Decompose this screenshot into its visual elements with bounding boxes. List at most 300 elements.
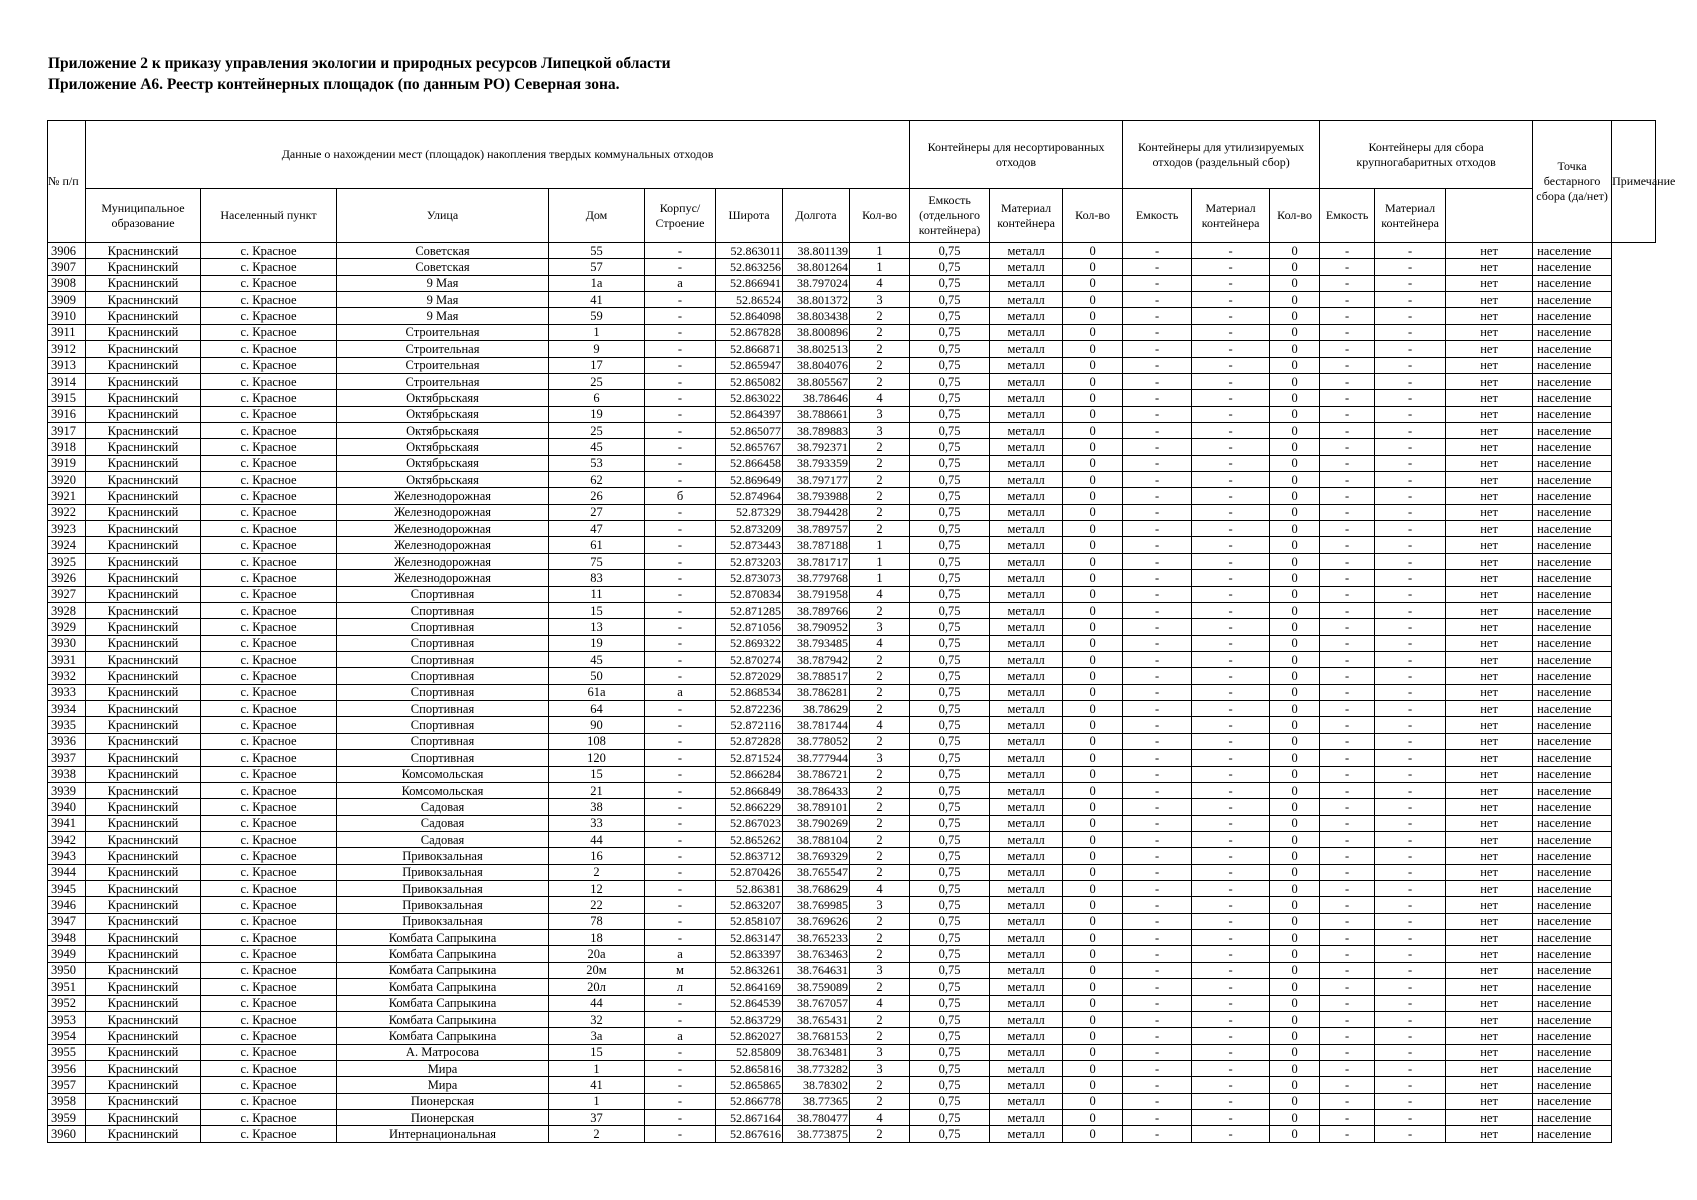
municipality-cell: Краснинский (86, 651, 201, 667)
recyclable-material-cell: - (1192, 848, 1270, 864)
street-cell: Октябрьскаяя (337, 472, 549, 488)
unsorted-capacity-cell: 0,75 (910, 570, 990, 586)
recyclable-count-cell: 0 (1063, 864, 1123, 880)
bagless-cell: нет (1446, 635, 1533, 651)
recyclable-material-cell: - (1192, 357, 1270, 373)
unsorted-material-cell: металл (990, 619, 1063, 635)
building-cell: - (645, 586, 716, 602)
bulky-material-cell: - (1375, 1077, 1446, 1093)
house-cell: 19 (549, 635, 645, 651)
recyclable-capacity-cell: - (1123, 357, 1192, 373)
row-number: 3927 (48, 586, 86, 602)
latitude-cell: 52.873209 (716, 521, 783, 537)
recyclable-count-cell: 0 (1063, 668, 1123, 684)
bulky-material-cell: - (1375, 1126, 1446, 1142)
locality-cell: с. Красное (201, 243, 337, 259)
municipality-cell: Краснинский (86, 1011, 201, 1027)
unsorted-material-cell: металл (990, 668, 1063, 684)
unsorted-material-cell: металл (990, 439, 1063, 455)
street-cell: Октябрьскаяя (337, 406, 549, 422)
building-cell: - (645, 243, 716, 259)
longitude-cell: 38.763481 (783, 1044, 850, 1060)
recyclable-group-header: Контейнеры для утилизируемых отходов (раздельный сбор) (1123, 121, 1320, 189)
recyclable-capacity-cell: - (1123, 897, 1192, 913)
building-cell: - (645, 995, 716, 1011)
locality-cell: с. Красное (201, 651, 337, 667)
bagless-cell: нет (1446, 259, 1533, 275)
recyclable-material-cell: - (1192, 1110, 1270, 1126)
latitude-cell: 52.873203 (716, 553, 783, 569)
row-number: 3924 (48, 537, 86, 553)
bagless-cell: нет (1446, 373, 1533, 389)
longitude-cell: 38.791958 (783, 586, 850, 602)
unsorted-material-cell: металл (990, 897, 1063, 913)
bulky-material-cell: - (1375, 881, 1446, 897)
bulky-capacity-cell: - (1320, 766, 1375, 782)
building-cell: - (645, 635, 716, 651)
note-cell: население (1533, 422, 1612, 438)
bulky-material-cell: - (1375, 537, 1446, 553)
unsorted-capacity-cell: 0,75 (910, 1077, 990, 1093)
recyclable-capacity-cell: - (1123, 406, 1192, 422)
bulky-capacity-cell: - (1320, 439, 1375, 455)
longitude-cell: 38.769329 (783, 848, 850, 864)
longitude-cell: 38.794428 (783, 504, 850, 520)
unsorted-count-cell: 4 (850, 881, 910, 897)
unsorted-count-cell: 2 (850, 766, 910, 782)
building-cell: - (645, 373, 716, 389)
unsorted-capacity-cell: 0,75 (910, 651, 990, 667)
municipality-cell: Краснинский (86, 635, 201, 651)
latitude-cell: 52.867023 (716, 815, 783, 831)
building-cell: л (645, 979, 716, 995)
unsorted-capacity-cell: 0,75 (910, 390, 990, 406)
house-header: Дом (549, 189, 645, 243)
latitude-cell: 52.871285 (716, 602, 783, 618)
bulky-capacity-cell: - (1320, 259, 1375, 275)
bagless-cell: нет (1446, 782, 1533, 798)
locality-cell: с. Красное (201, 831, 337, 847)
note-cell: население (1533, 504, 1612, 520)
longitude-cell: 38.802513 (783, 341, 850, 357)
unsorted-count-cell: 2 (850, 521, 910, 537)
note-cell: население (1533, 766, 1612, 782)
unsorted-capacity-cell: 0,75 (910, 701, 990, 717)
house-cell: 15 (549, 1044, 645, 1060)
municipality-cell: Краснинский (86, 553, 201, 569)
municipality-cell: Краснинский (86, 815, 201, 831)
table-row (48, 619, 1656, 635)
row-number: 3915 (48, 390, 86, 406)
bulky-material-cell: - (1375, 815, 1446, 831)
bulky-count-cell: 0 (1270, 324, 1320, 340)
house-cell: 20м (549, 962, 645, 978)
street-cell: Пионерская (337, 1110, 549, 1126)
municipality-cell: Краснинский (86, 537, 201, 553)
unsorted-count-cell: 2 (850, 979, 910, 995)
note-cell: население (1533, 1077, 1612, 1093)
bulky-material-cell: - (1375, 717, 1446, 733)
house-cell: 61а (549, 684, 645, 700)
unsorted-count-cell: 1 (850, 243, 910, 259)
recyclable-capacity-cell: - (1123, 1110, 1192, 1126)
unsorted-count-cell: 2 (850, 472, 910, 488)
row-number: 3958 (48, 1093, 86, 1109)
bulky-count-cell: 0 (1270, 292, 1320, 308)
recyclable-count-cell: 0 (1063, 357, 1123, 373)
house-cell: 45 (549, 439, 645, 455)
municipality-cell: Краснинский (86, 979, 201, 995)
unsorted-count-cell: 3 (850, 292, 910, 308)
longitude-cell: 38.788661 (783, 406, 850, 422)
unsorted-count-cell: 2 (850, 357, 910, 373)
row-number: 3947 (48, 913, 86, 929)
municipality-cell: Краснинский (86, 357, 201, 373)
unsorted-material-cell: металл (990, 799, 1063, 815)
row-number: 3933 (48, 684, 86, 700)
recyclable-capacity-cell: - (1123, 1077, 1192, 1093)
unsorted-capacity-cell: 0,75 (910, 341, 990, 357)
locality-header: Населенный пункт (201, 189, 337, 243)
recyclable-material-cell: - (1192, 962, 1270, 978)
recyclable-material-cell: - (1192, 1028, 1270, 1044)
unsorted-material-cell: металл (990, 586, 1063, 602)
note-cell: население (1533, 962, 1612, 978)
street-cell: 9 Мая (337, 292, 549, 308)
bulky-count-cell: 0 (1270, 1126, 1320, 1142)
note-cell: население (1533, 341, 1612, 357)
longitude-cell: 38.773282 (783, 1060, 850, 1076)
street-cell: Железнодорожная (337, 570, 549, 586)
bulky-count-cell: 0 (1270, 946, 1320, 962)
note-cell: население (1533, 472, 1612, 488)
building-cell: - (645, 1126, 716, 1142)
latitude-cell: 52.866849 (716, 782, 783, 798)
municipality-cell: Краснинский (86, 848, 201, 864)
unsorted-material-cell: металл (990, 750, 1063, 766)
building-header: Корпус/ Строение (645, 189, 716, 243)
municipality-cell: Краснинский (86, 324, 201, 340)
table-row (48, 259, 1656, 275)
bulky-count-cell: 0 (1270, 766, 1320, 782)
bulky-capacity-cell: - (1320, 913, 1375, 929)
unsorted-capacity-cell: 0,75 (910, 243, 990, 259)
municipality-cell: Краснинский (86, 341, 201, 357)
unsorted-count-cell: 4 (850, 1110, 910, 1126)
bulky-count-cell: 0 (1270, 651, 1320, 667)
recyclable-count-cell: 0 (1063, 733, 1123, 749)
recyclable-material-cell: - (1192, 979, 1270, 995)
street-cell: Октябрьскаяя (337, 422, 549, 438)
latitude-cell: 52.865082 (716, 373, 783, 389)
note-cell: население (1533, 602, 1612, 618)
recyclable-capacity-cell: - (1123, 537, 1192, 553)
latitude-cell: 52.865262 (716, 831, 783, 847)
bagless-cell: нет (1446, 455, 1533, 471)
row-number: 3929 (48, 619, 86, 635)
row-number: 3912 (48, 341, 86, 357)
latitude-cell: 52.873073 (716, 570, 783, 586)
municipality-cell: Краснинский (86, 439, 201, 455)
unsorted-count-cell: 2 (850, 733, 910, 749)
bagless-cell: нет (1446, 341, 1533, 357)
table-row (48, 439, 1656, 455)
bulky-capacity-cell: - (1320, 455, 1375, 471)
row-number: 3959 (48, 1110, 86, 1126)
table-row (48, 357, 1656, 373)
latitude-cell: 52.867616 (716, 1126, 783, 1142)
unsorted-material-cell: металл (990, 357, 1063, 373)
building-cell: - (645, 717, 716, 733)
building-cell: - (645, 602, 716, 618)
building-cell: - (645, 308, 716, 324)
recyclable-material-cell: - (1192, 537, 1270, 553)
latitude-cell: 52.863022 (716, 390, 783, 406)
building-cell: - (645, 782, 716, 798)
unsorted-count-cell: 2 (850, 308, 910, 324)
document-subtitle: Приложение А6. Реестр контейнерных площадок (по данным РО) Северная зона. (48, 76, 620, 93)
row-number: 3925 (48, 553, 86, 569)
locality-cell: с. Красное (201, 717, 337, 733)
unsorted-material-cell: металл (990, 766, 1063, 782)
bulky-material-cell: - (1375, 243, 1446, 259)
street-cell: Комбата Сапрыкина (337, 979, 549, 995)
house-cell: 44 (549, 831, 645, 847)
longitude-cell: 38.797177 (783, 472, 850, 488)
bulky-capacity-cell: - (1320, 1060, 1375, 1076)
locality-cell: с. Красное (201, 586, 337, 602)
table-row (48, 750, 1656, 766)
recyclable-capacity-cell: - (1123, 684, 1192, 700)
note-cell: население (1533, 733, 1612, 749)
recyclable-material-cell: - (1192, 455, 1270, 471)
building-cell: - (645, 1060, 716, 1076)
row-number: 3955 (48, 1044, 86, 1060)
table-row (48, 1011, 1656, 1027)
building-cell: а (645, 946, 716, 962)
table-row (48, 930, 1656, 946)
recyclable-capacity-cell: - (1123, 995, 1192, 1011)
row-number: 3926 (48, 570, 86, 586)
recyclable-capacity-cell: - (1123, 422, 1192, 438)
unsorted-material-cell: металл (990, 243, 1063, 259)
bagless-cell: нет (1446, 766, 1533, 782)
longitude-cell: 38.789757 (783, 521, 850, 537)
locality-cell: с. Красное (201, 1011, 337, 1027)
locality-cell: с. Красное (201, 488, 337, 504)
table-row (48, 422, 1656, 438)
longitude-cell: 38.804076 (783, 357, 850, 373)
recyclable-count-cell: 0 (1063, 1110, 1123, 1126)
recyclable-capacity-cell: - (1123, 1060, 1192, 1076)
municipality-cell: Краснинский (86, 472, 201, 488)
street-cell: Привокзальная (337, 913, 549, 929)
house-cell: 1а (549, 275, 645, 291)
house-cell: 37 (549, 1110, 645, 1126)
recyclable-material-cell: - (1192, 243, 1270, 259)
bulky-capacity-cell: - (1320, 979, 1375, 995)
note-cell: население (1533, 259, 1612, 275)
latitude-cell: 52.869649 (716, 472, 783, 488)
house-cell: 20л (549, 979, 645, 995)
unsorted-material-cell: металл (990, 1077, 1063, 1093)
bulky-material-cell: - (1375, 259, 1446, 275)
bulky-material-cell: - (1375, 619, 1446, 635)
locality-cell: с. Красное (201, 553, 337, 569)
table-row (48, 782, 1656, 798)
table-row (48, 799, 1656, 815)
table-row (48, 897, 1656, 913)
bulky-capacity-cell: - (1320, 995, 1375, 1011)
house-cell: 1 (549, 324, 645, 340)
unsorted-material-cell: металл (990, 995, 1063, 1011)
table-row (48, 881, 1656, 897)
unsorted-capacity-cell: 0,75 (910, 668, 990, 684)
house-cell: 22 (549, 897, 645, 913)
bulky-capacity-cell: - (1320, 1093, 1375, 1109)
street-cell: Спортивная (337, 701, 549, 717)
street-cell: Привокзальная (337, 897, 549, 913)
table-row (48, 243, 1656, 259)
latitude-cell: 52.863207 (716, 897, 783, 913)
bulky-count-cell: 0 (1270, 259, 1320, 275)
locality-cell: с. Красное (201, 1060, 337, 1076)
bulky-capacity-cell: - (1320, 864, 1375, 880)
unsorted-material-cell: металл (990, 979, 1063, 995)
row-number: 3942 (48, 831, 86, 847)
recyclable-capacity-cell: - (1123, 602, 1192, 618)
row-number: 3951 (48, 979, 86, 995)
street-cell: Спортивная (337, 750, 549, 766)
unsorted-material-cell: металл (990, 570, 1063, 586)
recyclable-capacity-cell: - (1123, 881, 1192, 897)
street-cell: Спортивная (337, 717, 549, 733)
table-row (48, 324, 1656, 340)
recyclable-capacity-cell: - (1123, 373, 1192, 389)
recyclable-capacity-cell: - (1123, 651, 1192, 667)
bulky-capacity-cell: - (1320, 750, 1375, 766)
unsorted-material-cell: металл (990, 1110, 1063, 1126)
row-number: 3909 (48, 292, 86, 308)
street-cell: Мира (337, 1060, 549, 1076)
bulky-count-cell: 0 (1270, 472, 1320, 488)
building-cell: а (645, 684, 716, 700)
bulky-material-header: Материал контейнера (1375, 189, 1446, 243)
recyclable-capacity-cell: - (1123, 259, 1192, 275)
street-cell: Спортивная (337, 602, 549, 618)
row-number: 3910 (48, 308, 86, 324)
bulky-material-cell: - (1375, 995, 1446, 1011)
recyclable-material-cell: - (1192, 570, 1270, 586)
recyclable-material-cell: - (1192, 684, 1270, 700)
recyclable-capacity-cell: - (1123, 619, 1192, 635)
locality-cell: с. Красное (201, 897, 337, 913)
note-cell: население (1533, 390, 1612, 406)
unsorted-count-cell: 2 (850, 782, 910, 798)
recyclable-material-cell: - (1192, 766, 1270, 782)
recyclable-material-cell: - (1192, 651, 1270, 667)
row-number: 3953 (48, 1011, 86, 1027)
locality-cell: с. Красное (201, 324, 337, 340)
longitude-cell: 38.786281 (783, 684, 850, 700)
locality-cell: с. Красное (201, 1126, 337, 1142)
note-cell: население (1533, 373, 1612, 389)
unsorted-count-cell: 4 (850, 275, 910, 291)
bulky-material-cell: - (1375, 848, 1446, 864)
municipality-cell: Краснинский (86, 946, 201, 962)
latitude-cell: 52.864098 (716, 308, 783, 324)
unsorted-capacity-cell: 0,75 (910, 962, 990, 978)
bulky-capacity-cell: - (1320, 243, 1375, 259)
longitude-cell: 38.793485 (783, 635, 850, 651)
recyclable-capacity-cell: - (1123, 275, 1192, 291)
recyclable-count-cell: 0 (1063, 995, 1123, 1011)
longitude-cell: 38.805567 (783, 373, 850, 389)
unsorted-capacity-cell: 0,75 (910, 717, 990, 733)
building-cell: - (645, 455, 716, 471)
locality-cell: с. Красное (201, 848, 337, 864)
bulky-capacity-cell: - (1320, 881, 1375, 897)
recyclable-count-cell: 0 (1063, 962, 1123, 978)
municipality-cell: Краснинский (86, 504, 201, 520)
bulky-material-cell: - (1375, 357, 1446, 373)
row-number: 3930 (48, 635, 86, 651)
recyclable-material-cell: - (1192, 733, 1270, 749)
bagless-cell: нет (1446, 946, 1533, 962)
locality-cell: с. Красное (201, 570, 337, 586)
building-cell: - (645, 259, 716, 275)
street-cell: Привокзальная (337, 848, 549, 864)
bagless-cell: нет (1446, 390, 1533, 406)
house-cell: 64 (549, 701, 645, 717)
unsorted-material-cell: металл (990, 292, 1063, 308)
unsorted-material-cell: металл (990, 373, 1063, 389)
recyclable-capacity-cell: - (1123, 439, 1192, 455)
house-cell: 20а (549, 946, 645, 962)
latitude-cell: 52.866229 (716, 799, 783, 815)
unsorted-count-cell: 2 (850, 668, 910, 684)
unsorted-count-cell: 2 (850, 341, 910, 357)
municipality-cell: Краснинский (86, 275, 201, 291)
row-number: 3907 (48, 259, 86, 275)
recyclable-material-cell: - (1192, 946, 1270, 962)
bulky-count-cell: 0 (1270, 913, 1320, 929)
recyclable-count-cell: 0 (1063, 537, 1123, 553)
unsorted-capacity-cell: 0,75 (910, 537, 990, 553)
unsorted-material-cell: металл (990, 602, 1063, 618)
recyclable-material-cell: - (1192, 422, 1270, 438)
row-number: 3954 (48, 1028, 86, 1044)
unsorted-material-cell: металл (990, 504, 1063, 520)
building-cell: - (645, 521, 716, 537)
street-cell: Железнодорожная (337, 537, 549, 553)
longitude-cell: 38.763463 (783, 946, 850, 962)
locality-cell: с. Красное (201, 815, 337, 831)
building-cell: - (645, 701, 716, 717)
bulky-capacity-cell: - (1320, 619, 1375, 635)
bulky-capacity-cell: - (1320, 357, 1375, 373)
latitude-cell: 52.85809 (716, 1044, 783, 1060)
recyclable-material-cell: - (1192, 406, 1270, 422)
locality-cell: с. Красное (201, 373, 337, 389)
recyclable-material-cell: - (1192, 782, 1270, 798)
recyclable-count-cell: 0 (1063, 1093, 1123, 1109)
building-cell: - (645, 864, 716, 880)
latitude-cell: 52.865816 (716, 1060, 783, 1076)
municipality-cell: Краснинский (86, 1060, 201, 1076)
building-cell: - (645, 750, 716, 766)
street-cell: Спортивная (337, 733, 549, 749)
